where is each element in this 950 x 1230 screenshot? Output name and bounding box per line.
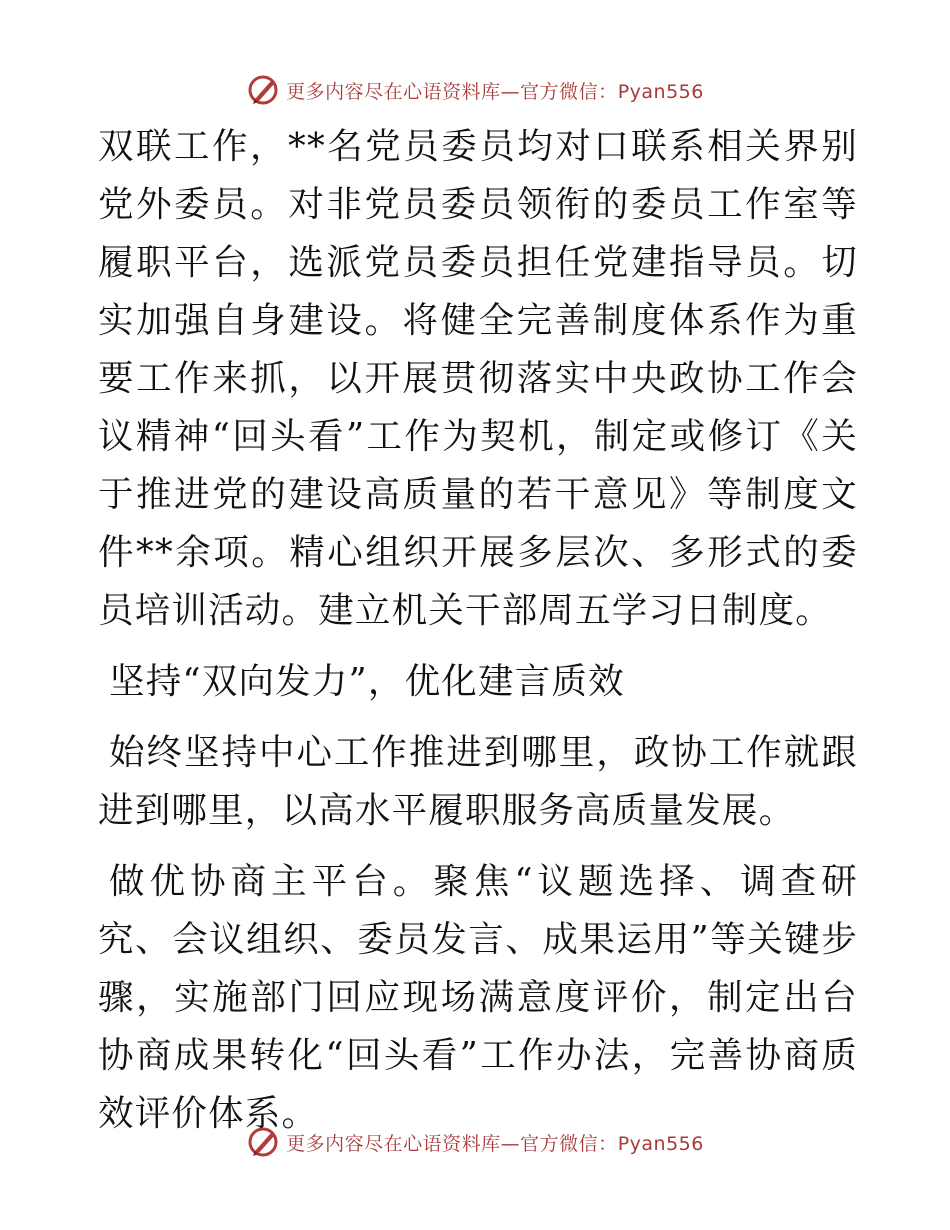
- pen-logo-icon: [246, 73, 280, 107]
- paragraph: 双联工作，**名党员委员均对口联系相关界别党外委员。对非党员委员领衔的委员工作室等履职平台，选派党员委员担任党建指导员。切实加强自身建设。将健全完善制度体系作为重要工作来抓，以开展贯彻落实中央政协工作会议精神“回头看”工作为契机，制定或修订《关于推进党的建设高质量的若干意见》等制度文件**余项。精心组织开展多层次、多形式的委员培训活动。建立机关干部周五学习日制度。: [98, 126, 858, 631]
- watermark-wechat-id: Pyan556: [617, 1132, 704, 1155]
- watermark-site: 更多内容尽在心语资料库: [286, 1132, 501, 1155]
- watermark-separator: —: [500, 80, 521, 103]
- watermark-wechat-label: 官方微信：: [520, 80, 618, 103]
- watermark-text: [286, 1129, 704, 1156]
- paragraph: 做优协商主平台。聚焦“议题选择、调查研究、会议组织、委员发言、成果运用”等关键步骤，实施部门回应现场满意度评价，制定出台协商成果转化“回头看”工作办法，完善协商质效评价体系。: [98, 861, 858, 1134]
- footer-watermark: [0, 1124, 950, 1160]
- watermark-wechat-id: Pyan556: [617, 80, 704, 103]
- section-heading: 坚持“双向发力”，优化建言质效: [109, 661, 625, 702]
- paragraph: 始终坚持中心工作推进到哪里，政协工作就跟进到哪里，以高水平履职服务高质量发展。: [98, 732, 858, 831]
- watermark-text: [286, 77, 704, 104]
- watermark-wechat-label: 官方微信：: [520, 1132, 618, 1155]
- watermark-separator: —: [500, 1132, 521, 1155]
- document-body: [98, 118, 858, 1143]
- header-watermark: [0, 72, 950, 108]
- pen-logo-icon: [246, 1125, 280, 1159]
- watermark-site: 更多内容尽在心语资料库: [286, 80, 501, 103]
